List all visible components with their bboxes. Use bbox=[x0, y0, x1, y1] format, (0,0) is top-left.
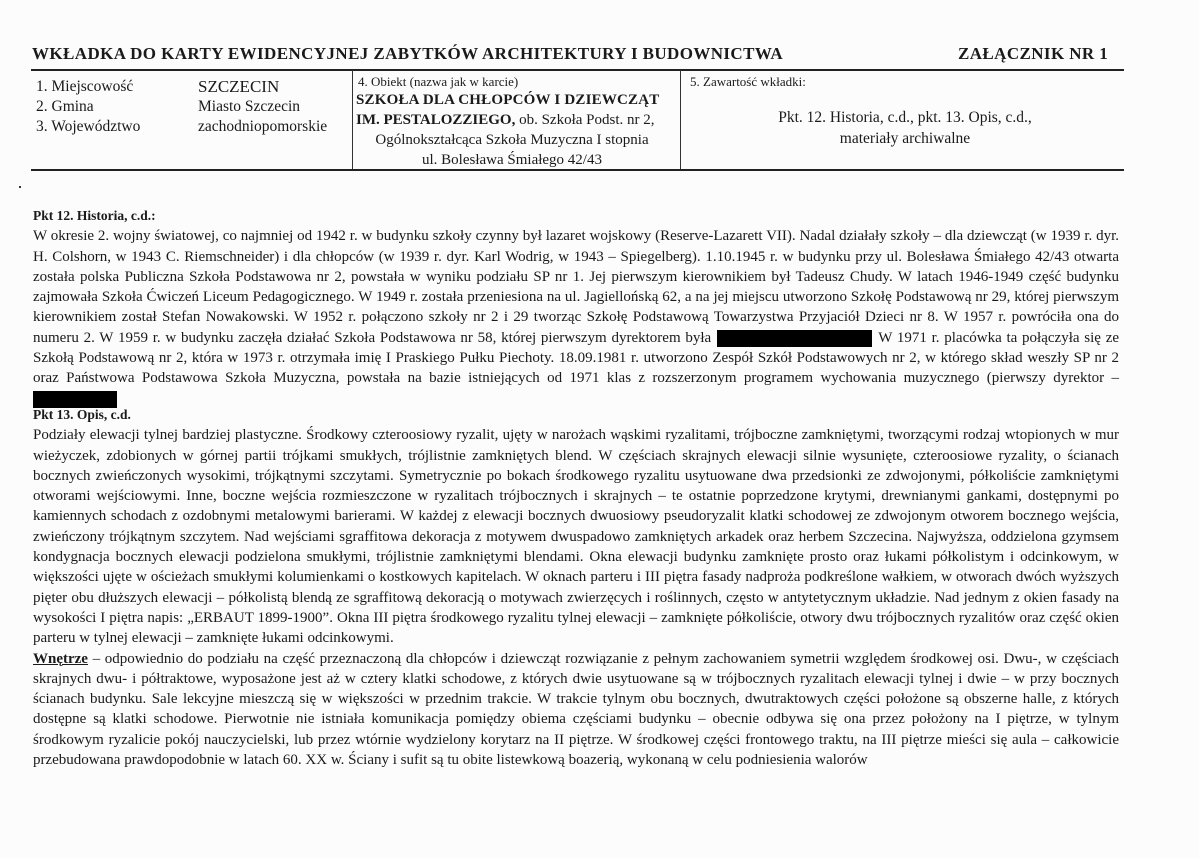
object-current-name: ob. Szkoła Podst. nr 2, bbox=[515, 112, 655, 128]
value-voivodeship: zachodniopomorskie bbox=[198, 118, 328, 135]
document-title: WKŁADKA DO KARTY EWIDENCYJNEJ ZABYTKÓW ARCHITEKTURY I BUDOWNICTWA bbox=[32, 44, 784, 63]
label-locality: 1. Miejscowość bbox=[36, 78, 134, 95]
history-paragraph bbox=[33, 226, 1119, 409]
object-name-line2 bbox=[356, 110, 668, 130]
section-description-heading: Pkt 13. Opis, c.d. bbox=[33, 407, 131, 422]
label-voivodeship: 3. Województwo bbox=[36, 118, 141, 135]
history-text-a: W okresie 2. wojny światowej, co najmniej od 1942 r. w budynku szkoły czynny był lazaret wojskowy (Reserve-Lazarett VII). Nadal działały szkoły – dla dziewcząt (w 1939 r. dyr. H. Colshorn, w 1943 C. Riemschneider) i dla chłopców (w 1939 r. dyr. Karl Wodrig, w 1943 – Spiegelberg). 1.10.1945 r. w budynku przy ul. Bolesława Śmiałego 42/43 otwarta została polska Publiczna Szkoła Podstawowa nr 2, powstała w wyniku podziału SP nr 1. Jej pierwszym kierownikiem był Tadeusz Chudy. W latach 1946-1949 część budynku zajmowała Szkoła Ćwiczeń Liceum Pedagogicznego. W 1949 r. została przeniesiona na ul. Jagiellońską 62, a na jej miejscu utworzono Szkołę Podstawową nr 29, której pierwszym kierownikiem został Stefan Nowakowski. W 1952 r. połączono szkoły nr 2 i 29 tworząc Szkołę Podstawową Towarzystwa Przyjaciół Dzieci nr 8. W 1957 r. powróciła ona do numeru 2. W 1959 r. w budynku zaczęła działać Szkoła Podstawowa nr 58, której pierwszym dyrektorem była bbox=[33, 228, 1119, 346]
scan-speck bbox=[19, 186, 21, 188]
object-cell bbox=[356, 73, 668, 170]
location-values bbox=[198, 77, 327, 137]
contents-text bbox=[690, 107, 1120, 149]
interior-label: Wnętrze bbox=[33, 650, 88, 667]
description-paragraph-2 bbox=[33, 649, 1119, 771]
column-divider bbox=[680, 70, 681, 169]
object-address: ul. Bolesława Śmiałego 42/43 bbox=[422, 152, 602, 168]
object-name-line1: SZKOŁA DLA CHŁOPCÓW I DZIEWCZĄT bbox=[356, 92, 660, 108]
object-label: 4. Obiekt (nazwa jak w karcie) bbox=[358, 74, 519, 89]
section-history bbox=[33, 206, 1119, 409]
contents-line2: materiały archiwalne bbox=[839, 130, 971, 147]
attachment-label: ZAŁĄCZNIK NR 1 bbox=[958, 44, 1109, 63]
interior-text: – odpowiednio do podziału na część przeznaczoną dla chłopców i dziewcząt rozwiązanie z pełnym zachowaniem symetrii względem środkowej osi. Dwu-, w częściach skrajnych dwu- i półtraktowe, wyposażone jest aż w cztery klatki schodowe, z których dwie usytuowane są w trójbocznych ryzalitach elewacji tylnej i dwie – w przy bocznych ścianach budynku. Sale lekcyjne mieszczą się w większości w przednim trakcie. W trakcie tylnym obu bocznych, dwutraktowych części położone są obszerne halle, z których dostępne są klatki schodowe. Pierwotnie nie istniała komunikacja pomiędzy obiema częściami budynku – obecnie odbywa się ona przez położony na I piętrze, w tylnym środkowym ryzalicie pokój nauczycielski, lub przez wtórnie wydzielony korytarz na II piętrze. W środkowej części frontowego traktu, na III piętrze mieści się aula – całkowicie przebudowana prawdopodobnie w latach 60. XX w. Ściany i sufit są tu obite listewkową boazerią, wykonaną w celu podniesienia walorów bbox=[33, 650, 1119, 769]
value-locality: SZCZECIN bbox=[198, 77, 280, 96]
section-description bbox=[33, 405, 1119, 770]
label-commune: 2. Gmina bbox=[36, 98, 94, 115]
section-history-heading: Pkt 12. Historia, c.d.: bbox=[33, 208, 156, 223]
contents-line1: Pkt. 12. Historia, c.d., pkt. 13. Opis, c.d., bbox=[778, 109, 1032, 126]
description-paragraph-1: Podziały elewacji tylnej bardziej plastyczne. Środkowy czteroosiowy ryzalit, ujęty w narożach wąskimi ryzalitami, trójboczne zamkniętymi, tworzącymi rodzaj wtopionych w mur wieżyczek, zdobionych w górnej partii trójkami smukłych, trójlistnie zamkniętych blend. W częściach skrajnych elewacji silnie wysunięte, czteroosiowe ryzality, o ścianach bocznych zwieńczonych wysokimi, trójkątnymi szczytami. Symetrycznie po bokach środkowego ryzalitu usytuowane dwa przedsionki ze zdwojonymi, półkoliście zamkniętymi otworami wejściowymi. Inne, boczne wejścia rozmieszczone w ryzalitach trójbocznych i skrajnych – te ostatnie poprzedzone krytymi, drewnianymi gankami, dostępnymi po kamiennych schodach z ozdobnymi metalowymi barierami. W każdej z elewacji bocznych dwuosiowy pseudoryzalit klatki schodowej ze zdwojonym otworem bocznego wejścia, zwieńczony trójkątnym szczytem. Nad wejściami sgraffitowa dekoracja z motywem dwuspadowo zamkniętych arkadek oraz herbem Szczecina. Najwyższa, oddzielona gzymsem kondygnacja bocznych elewacji podzielona smukłymi, trójlistnie zamkniętymi blendami. Okna elewacji budynku zamknięte prosto oraz łukami półkolistym i odcinkowym, w większości ujęte w ościeżach smukłymi kolumienkami o kostkowych kapitelach. W oknach parteru i III piętra fasady nadproża podkreślone wałkiem, w otworach dwóch wyższych pięter obu dłuższych elewacji – półkolistą blendą ze sgraffitową dekoracją o motywach zwierzęcych i roślinnych, często w antytetycznym układzie. Nad jednym z okien fasady na wysokości I piętra napis: „ERBAUT 1899-1900”. Okna III piętra środkowego ryzalitu tylnej elewacji – zamknięte półkoliście, otwory dwu trójbocznych ryzalitów oraz część okien parteru w tylnej elewacji – zamknięte łukami odcinkowymi. bbox=[33, 427, 1119, 647]
location-labels bbox=[36, 77, 140, 137]
contents-label: 5. Zawartość wkładki: bbox=[690, 74, 806, 89]
object-patron: IM. PESTALOZZIEGO, bbox=[356, 112, 516, 128]
history-text-b: W 1971 r. placówka ta połączyła się ze Szkołą Podstawową nr 2, która w 1973 r. otrzymała imię I Praskiego Pułku Piechoty. 18.09.1981 r. utworzono Zespół Szkół Podstawowych nr 2, w którego skład weszły SP nr 2 oraz Państwowa Podstawowa Szkoła Muzyczna, powstała na bazie istniejących od 1971 klas z rozszerzonym programem wychowania muzycznego (pierwszy dyrektor – bbox=[33, 329, 1120, 387]
redaction-block bbox=[717, 330, 872, 347]
object-line3: Ogólnokształcąca Szkoła Muzyczna I stopnia bbox=[375, 132, 649, 148]
header-top-rule bbox=[31, 69, 1124, 71]
column-divider bbox=[352, 70, 353, 169]
value-commune: Miasto Szczecin bbox=[198, 98, 301, 115]
contents-cell bbox=[690, 73, 1120, 149]
